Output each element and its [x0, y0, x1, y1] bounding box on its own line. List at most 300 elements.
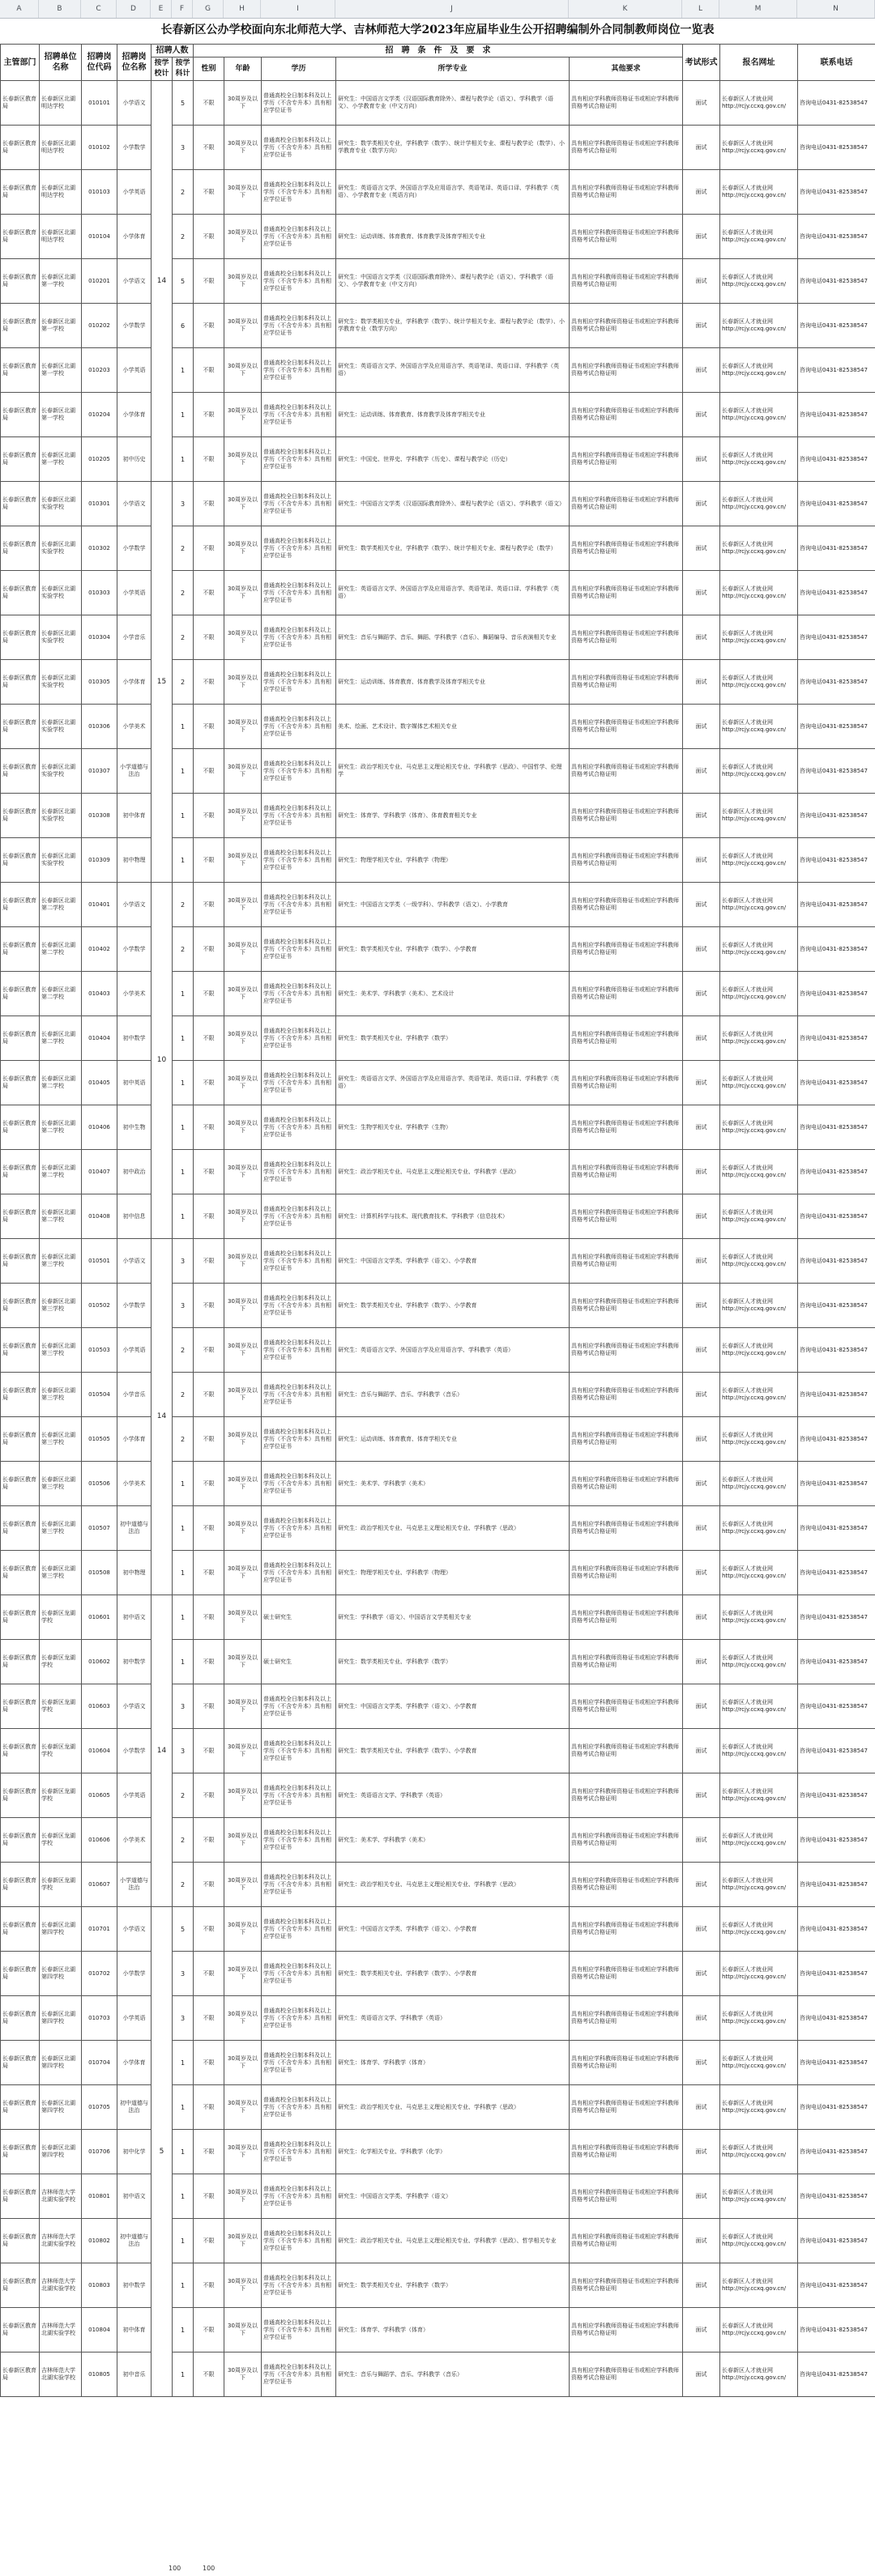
major-cell[interactable]: 研究生：计算机科学与技术、现代教育技术、学科教学（信息技术）: [336, 1194, 570, 1239]
exam-cell[interactable]: 面试: [683, 1417, 720, 1462]
major-cell[interactable]: 研究生：数学类相关专业，学科教学（数学）、统计学相关专业、课程与教学论（数学）: [336, 526, 570, 571]
age-cell[interactable]: 30周岁及以下: [224, 1328, 262, 1373]
edu-cell[interactable]: 普通高校全日制本科及以上学历（不含专升本）具有相应学位证书: [262, 1105, 336, 1150]
post-cell[interactable]: 初中道德与法治: [117, 2085, 152, 2130]
column-letter[interactable]: M: [719, 0, 797, 18]
edu-cell[interactable]: 普通高校全日制本科及以上学历（不含专升本）具有相应学位证书: [262, 482, 336, 526]
unit-cell[interactable]: 长春新区龙湖学校: [40, 1863, 82, 1907]
major-cell[interactable]: 研究生：美术学、学科教学（美术）、艺术设计: [336, 972, 570, 1016]
gender-cell[interactable]: 不限: [194, 81, 224, 126]
edu-cell[interactable]: 普通高校全日制本科及以上学历（不含专升本）具有相应学位证书: [262, 927, 336, 972]
subject-count-cell[interactable]: 1: [173, 2219, 194, 2263]
post-cell[interactable]: 小学道德与法治: [117, 1863, 152, 1907]
dept-cell[interactable]: 长春新区教育局: [1, 1194, 40, 1239]
edu-cell[interactable]: 普通高校全日制本科及以上学历（不含专升本）具有相应学位证书: [262, 705, 336, 749]
signup-url-cell[interactable]: 长春新区人才就业网 http://rcjy.ccxq.gov.cn/: [720, 1016, 798, 1061]
post-cell[interactable]: 初中体育: [117, 2308, 152, 2352]
unit-cell[interactable]: 长春新区北湖第二学校: [40, 927, 82, 972]
dept-cell[interactable]: 长春新区教育局: [1, 1061, 40, 1105]
subject-count-cell[interactable]: 1: [173, 2352, 194, 2397]
major-cell[interactable]: 研究生：中国语言文学类、学科教学（语文）: [336, 2174, 570, 2219]
phone-cell[interactable]: 咨询电话0431-82538547: [798, 1373, 875, 1417]
exam-cell[interactable]: 面试: [683, 393, 720, 437]
age-cell[interactable]: 30周岁及以下: [224, 1640, 262, 1684]
subject-count-cell[interactable]: 2: [173, 615, 194, 660]
gender-cell[interactable]: 不限: [194, 2308, 224, 2352]
other-cell[interactable]: 具有相应学科教师资格证书或相应学科教师资格考试合格证明: [570, 615, 683, 660]
exam-cell[interactable]: 面试: [683, 1952, 720, 1996]
unit-cell[interactable]: 长春新区北湖明达学校: [40, 170, 82, 215]
signup-url-cell[interactable]: 长春新区人才就业网 http://rcjy.ccxq.gov.cn/: [720, 660, 798, 705]
exam-cell[interactable]: 面试: [683, 1773, 720, 1818]
code-cell[interactable]: 010101: [82, 81, 117, 126]
subject-count-cell[interactable]: 3: [173, 1996, 194, 2041]
major-cell[interactable]: 研究生：中国语言文学类、学科教学（语文）、小学教育: [336, 1907, 570, 1952]
other-cell[interactable]: 具有相应学科教师资格证书或相应学科教师资格考试合格证明: [570, 2174, 683, 2219]
edu-cell[interactable]: 普通高校全日制本科及以上学历（不含专升本）具有相应学位证书: [262, 2263, 336, 2308]
phone-cell[interactable]: 咨询电话0431-82538547: [798, 571, 875, 615]
post-cell[interactable]: 初中语文: [117, 1595, 152, 1640]
gender-cell[interactable]: 不限: [194, 838, 224, 883]
major-cell[interactable]: 研究生：美术学、学科教学（美术）: [336, 1462, 570, 1506]
post-cell[interactable]: 初中物理: [117, 1551, 152, 1595]
subject-count-cell[interactable]: 2: [173, 526, 194, 571]
subject-count-cell[interactable]: 1: [173, 1061, 194, 1105]
column-letter[interactable]: C: [81, 0, 117, 18]
column-letter[interactable]: B: [39, 0, 81, 18]
major-cell[interactable]: 研究生：运动训练、体育教育、体育教学及体育学相关专业: [336, 660, 570, 705]
other-cell[interactable]: 具有相应学科教师资格证书或相应学科教师资格考试合格证明: [570, 972, 683, 1016]
post-cell[interactable]: 小学体育: [117, 1417, 152, 1462]
edu-cell[interactable]: 普通高校全日制本科及以上学历（不含专升本）具有相应学位证书: [262, 1284, 336, 1328]
signup-url-cell[interactable]: 长春新区人才就业网 http://rcjy.ccxq.gov.cn/: [720, 1773, 798, 1818]
dept-cell[interactable]: 长春新区教育局: [1, 1595, 40, 1640]
unit-cell[interactable]: 长春新区北湖第二学校: [40, 972, 82, 1016]
subject-count-cell[interactable]: 2: [173, 571, 194, 615]
phone-cell[interactable]: 咨询电话0431-82538547: [798, 2041, 875, 2085]
major-cell[interactable]: 研究生：音乐与舞蹈学、音乐、学科教学（音乐）: [336, 2352, 570, 2397]
age-cell[interactable]: 30周岁及以下: [224, 972, 262, 1016]
dept-cell[interactable]: 长春新区教育局: [1, 838, 40, 883]
age-cell[interactable]: 30周岁及以下: [224, 1373, 262, 1417]
subject-count-cell[interactable]: 1: [173, 393, 194, 437]
major-cell[interactable]: 美术、绘画、艺术设计、数字媒体艺术相关专业: [336, 705, 570, 749]
other-cell[interactable]: 具有相应学科教师资格证书或相应学科教师资格考试合格证明: [570, 1729, 683, 1773]
subject-count-cell[interactable]: 1: [173, 1640, 194, 1684]
column-letter[interactable]: G: [193, 0, 224, 18]
edu-cell[interactable]: 普通高校全日制本科及以上学历（不含专升本）具有相应学位证书: [262, 437, 336, 482]
age-cell[interactable]: 30周岁及以下: [224, 170, 262, 215]
major-cell[interactable]: 研究生：运动训练、体育教育、体育学相关专业: [336, 1417, 570, 1462]
phone-cell[interactable]: 咨询电话0431-82538547: [798, 1239, 875, 1284]
age-cell[interactable]: 30周岁及以下: [224, 838, 262, 883]
age-cell[interactable]: 30周岁及以下: [224, 705, 262, 749]
signup-url-cell[interactable]: 长春新区人才就业网 http://rcjy.ccxq.gov.cn/: [720, 2041, 798, 2085]
unit-cell[interactable]: 长春新区北湖第三学校: [40, 1506, 82, 1551]
gender-cell[interactable]: 不限: [194, 1105, 224, 1150]
subject-count-cell[interactable]: 2: [173, 1417, 194, 1462]
unit-cell[interactable]: 长春新区北湖第二学校: [40, 1194, 82, 1239]
dept-cell[interactable]: 长春新区教育局: [1, 393, 40, 437]
unit-cell[interactable]: 长春新区北湖实验学校: [40, 615, 82, 660]
code-cell[interactable]: 010203: [82, 348, 117, 393]
exam-cell[interactable]: 面试: [683, 1595, 720, 1640]
subject-count-cell[interactable]: 2: [173, 1818, 194, 1863]
other-cell[interactable]: 具有相应学科教师资格证书或相应学科教师资格考试合格证明: [570, 1462, 683, 1506]
major-cell[interactable]: 研究生：化学相关专业、学科教学（化学）: [336, 2130, 570, 2174]
other-cell[interactable]: 具有相应学科教师资格证书或相应学科教师资格考试合格证明: [570, 1863, 683, 1907]
edu-cell[interactable]: 普通高校全日制本科及以上学历（不含专升本）具有相应学位证书: [262, 2041, 336, 2085]
major-cell[interactable]: 研究生：政治学相关专业、马克思主义理论相关专业、学科教学（思政）: [336, 2085, 570, 2130]
gender-cell[interactable]: 不限: [194, 1640, 224, 1684]
dept-cell[interactable]: 长春新区教育局: [1, 1640, 40, 1684]
age-cell[interactable]: 30周岁及以下: [224, 1417, 262, 1462]
code-cell[interactable]: 010402: [82, 927, 117, 972]
code-cell[interactable]: 010603: [82, 1684, 117, 1729]
code-cell[interactable]: 010508: [82, 1551, 117, 1595]
signup-url-cell[interactable]: 长春新区人才就业网 http://rcjy.ccxq.gov.cn/: [720, 215, 798, 259]
major-cell[interactable]: 研究生：政治学相关专业、马克思主义理论相关专业、学科教学（思政）: [336, 1506, 570, 1551]
exam-cell[interactable]: 面试: [683, 437, 720, 482]
other-cell[interactable]: 具有相应学科教师资格证书或相应学科教师资格考试合格证明: [570, 1239, 683, 1284]
phone-cell[interactable]: 咨询电话0431-82538547: [798, 170, 875, 215]
age-cell[interactable]: 30周岁及以下: [224, 2130, 262, 2174]
age-cell[interactable]: 30周岁及以下: [224, 2174, 262, 2219]
exam-cell[interactable]: 面试: [683, 126, 720, 170]
age-cell[interactable]: 30周岁及以下: [224, 1595, 262, 1640]
exam-cell[interactable]: 面试: [683, 1194, 720, 1239]
subject-count-cell[interactable]: 1: [173, 972, 194, 1016]
post-cell[interactable]: 小学数学: [117, 927, 152, 972]
dept-cell[interactable]: 长春新区教育局: [1, 526, 40, 571]
code-cell[interactable]: 010501: [82, 1239, 117, 1284]
dept-cell[interactable]: 长春新区教育局: [1, 1551, 40, 1595]
code-cell[interactable]: 010301: [82, 482, 117, 526]
other-cell[interactable]: 具有相应学科教师资格证书或相应学科教师资格考试合格证明: [570, 170, 683, 215]
subject-count-cell[interactable]: 2: [173, 1863, 194, 1907]
gender-cell[interactable]: 不限: [194, 1284, 224, 1328]
gender-cell[interactable]: 不限: [194, 2263, 224, 2308]
subject-count-cell[interactable]: 1: [173, 1551, 194, 1595]
major-cell[interactable]: 研究生：数学类相关专业、学科教学（数学）: [336, 2263, 570, 2308]
gender-cell[interactable]: 不限: [194, 259, 224, 304]
unit-cell[interactable]: 长春新区北湖明达学校: [40, 81, 82, 126]
exam-cell[interactable]: 面试: [683, 2130, 720, 2174]
edu-cell[interactable]: 普通高校全日制本科及以上学历（不含专升本）具有相应学位证书: [262, 126, 336, 170]
gender-cell[interactable]: 不限: [194, 1239, 224, 1284]
phone-cell[interactable]: 咨询电话0431-82538547: [798, 2174, 875, 2219]
edu-cell[interactable]: 普通高校全日制本科及以上学历（不含专升本）具有相应学位证书: [262, 2085, 336, 2130]
unit-cell[interactable]: 长春新区北湖第四学校: [40, 1907, 82, 1952]
major-cell[interactable]: 研究生：数学类相关专业、学科教学（数学）: [336, 1016, 570, 1061]
phone-cell[interactable]: 咨询电话0431-82538547: [798, 259, 875, 304]
dept-cell[interactable]: 长春新区教育局: [1, 1773, 40, 1818]
code-cell[interactable]: 010403: [82, 972, 117, 1016]
signup-url-cell[interactable]: 长春新区人才就业网 http://rcjy.ccxq.gov.cn/: [720, 437, 798, 482]
age-cell[interactable]: 30周岁及以下: [224, 1907, 262, 1952]
unit-cell[interactable]: 长春新区北湖第二学校: [40, 883, 82, 927]
age-cell[interactable]: 30周岁及以下: [224, 526, 262, 571]
dept-cell[interactable]: 长春新区教育局: [1, 615, 40, 660]
major-cell[interactable]: 研究生：英语语言文学、学科教学（英语）: [336, 1996, 570, 2041]
exam-cell[interactable]: 面试: [683, 170, 720, 215]
gender-cell[interactable]: 不限: [194, 2352, 224, 2397]
edu-cell[interactable]: 普通高校全日制本科及以上学历（不含专升本）具有相应学位证书: [262, 1729, 336, 1773]
edu-cell[interactable]: 普通高校全日制本科及以上学历（不含专升本）具有相应学位证书: [262, 1061, 336, 1105]
edu-cell[interactable]: 普通高校全日制本科及以上学历（不含专升本）具有相应学位证书: [262, 838, 336, 883]
dept-cell[interactable]: 长春新区教育局: [1, 1239, 40, 1284]
post-cell[interactable]: 初中体育: [117, 794, 152, 838]
subject-count-cell[interactable]: 1: [173, 749, 194, 794]
major-cell[interactable]: 研究生：中国语言文学类、学科教学（语文）、小学教育: [336, 1239, 570, 1284]
unit-cell[interactable]: 长春新区北湖第四学校: [40, 1952, 82, 1996]
signup-url-cell[interactable]: 长春新区人才就业网 http://rcjy.ccxq.gov.cn/: [720, 2219, 798, 2263]
edu-cell[interactable]: 普通高校全日制本科及以上学历（不含专升本）具有相应学位证书: [262, 259, 336, 304]
unit-cell[interactable]: 长春新区龙湖学校: [40, 1640, 82, 1684]
phone-cell[interactable]: 咨询电话0431-82538547: [798, 1863, 875, 1907]
unit-cell[interactable]: 长春新区北湖第一学校: [40, 437, 82, 482]
exam-cell[interactable]: 面试: [683, 215, 720, 259]
post-cell[interactable]: 小学语文: [117, 1684, 152, 1729]
post-cell[interactable]: 初中英语: [117, 1061, 152, 1105]
phone-cell[interactable]: 咨询电话0431-82538547: [798, 660, 875, 705]
major-cell[interactable]: 研究生：运动训练、体育教育、体育教学及体育学相关专业: [336, 215, 570, 259]
edu-cell[interactable]: 普通高校全日制本科及以上学历（不含专升本）具有相应学位证书: [262, 348, 336, 393]
major-cell[interactable]: 研究生：数学类相关专业、学科教学（数学）、小学教育: [336, 1729, 570, 1773]
code-cell[interactable]: 010401: [82, 883, 117, 927]
dept-cell[interactable]: 长春新区教育局: [1, 2219, 40, 2263]
column-letter[interactable]: H: [224, 0, 261, 18]
subject-count-cell[interactable]: 1: [173, 1462, 194, 1506]
signup-url-cell[interactable]: 长春新区人才就业网 http://rcjy.ccxq.gov.cn/: [720, 838, 798, 883]
phone-cell[interactable]: 咨询电话0431-82538547: [798, 1952, 875, 1996]
signup-url-cell[interactable]: 长春新区人才就业网 http://rcjy.ccxq.gov.cn/: [720, 972, 798, 1016]
age-cell[interactable]: 30周岁及以下: [224, 1551, 262, 1595]
signup-url-cell[interactable]: 长春新区人才就业网 http://rcjy.ccxq.gov.cn/: [720, 1373, 798, 1417]
gender-cell[interactable]: 不限: [194, 794, 224, 838]
major-cell[interactable]: 研究生：政治学相关专业、马克思主义理论相关专业、学科教学（思政）、哲学相关专业: [336, 2219, 570, 2263]
gender-cell[interactable]: 不限: [194, 1150, 224, 1194]
major-cell[interactable]: 研究生：英语语言文学、外国语言学及应用语言学、英语笔译、英语口译、学科教学（英语）: [336, 571, 570, 615]
dept-cell[interactable]: 长春新区教育局: [1, 927, 40, 972]
code-cell[interactable]: 010306: [82, 705, 117, 749]
edu-cell[interactable]: 普通高校全日制本科及以上学历（不含专升本）具有相应学位证书: [262, 2174, 336, 2219]
school-count-cell[interactable]: 14: [152, 1595, 173, 1907]
edu-cell[interactable]: 普通高校全日制本科及以上学历（不含专升本）具有相应学位证书: [262, 749, 336, 794]
age-cell[interactable]: 30周岁及以下: [224, 126, 262, 170]
edu-cell[interactable]: 普通高校全日制本科及以上学历（不含专升本）具有相应学位证书: [262, 883, 336, 927]
phone-cell[interactable]: 咨询电话0431-82538547: [798, 1773, 875, 1818]
edu-cell[interactable]: 普通高校全日制本科及以上学历（不含专升本）具有相应学位证书: [262, 1194, 336, 1239]
gender-cell[interactable]: 不限: [194, 1194, 224, 1239]
signup-url-cell[interactable]: 长春新区人才就业网 http://rcjy.ccxq.gov.cn/: [720, 304, 798, 348]
edu-cell[interactable]: 普通高校全日制本科及以上学历（不含专升本）具有相应学位证书: [262, 1150, 336, 1194]
gender-cell[interactable]: 不限: [194, 304, 224, 348]
post-cell[interactable]: 小学语文: [117, 883, 152, 927]
unit-cell[interactable]: 长春新区北湖第三学校: [40, 1551, 82, 1595]
dept-cell[interactable]: 长春新区教育局: [1, 1863, 40, 1907]
exam-cell[interactable]: 面试: [683, 1818, 720, 1863]
exam-cell[interactable]: 面试: [683, 1551, 720, 1595]
edu-cell[interactable]: 普通高校全日制本科及以上学历（不含专升本）具有相应学位证书: [262, 1016, 336, 1061]
subject-count-cell[interactable]: 2: [173, 660, 194, 705]
subject-count-cell[interactable]: 5: [173, 81, 194, 126]
dept-cell[interactable]: 长春新区教育局: [1, 1284, 40, 1328]
major-cell[interactable]: 研究生：体育学、学科教学（体育）: [336, 2041, 570, 2085]
subject-count-cell[interactable]: 3: [173, 482, 194, 526]
signup-url-cell[interactable]: 长春新区人才就业网 http://rcjy.ccxq.gov.cn/: [720, 2130, 798, 2174]
subject-count-cell[interactable]: 3: [173, 1284, 194, 1328]
gender-cell[interactable]: 不限: [194, 215, 224, 259]
major-cell[interactable]: 研究生：中国语言文学类、学科教学（语文）、小学教育: [336, 1684, 570, 1729]
age-cell[interactable]: 30周岁及以下: [224, 259, 262, 304]
age-cell[interactable]: 30周岁及以下: [224, 1194, 262, 1239]
post-cell[interactable]: 初中音乐: [117, 2352, 152, 2397]
gender-cell[interactable]: 不限: [194, 615, 224, 660]
unit-cell[interactable]: 长春新区北湖实验学校: [40, 571, 82, 615]
signup-url-cell[interactable]: 长春新区人才就业网 http://rcjy.ccxq.gov.cn/: [720, 2308, 798, 2352]
signup-url-cell[interactable]: 长春新区人才就业网 http://rcjy.ccxq.gov.cn/: [720, 1729, 798, 1773]
edu-cell[interactable]: 普通高校全日制本科及以上学历（不含专升本）具有相应学位证书: [262, 1996, 336, 2041]
age-cell[interactable]: 30周岁及以下: [224, 2308, 262, 2352]
dept-cell[interactable]: 长春新区教育局: [1, 705, 40, 749]
age-cell[interactable]: 30周岁及以下: [224, 1061, 262, 1105]
exam-cell[interactable]: 面试: [683, 972, 720, 1016]
exam-cell[interactable]: 面试: [683, 615, 720, 660]
age-cell[interactable]: 30周岁及以下: [224, 304, 262, 348]
other-cell[interactable]: 具有相应学科教师资格证书或相应学科教师资格考试合格证明: [570, 437, 683, 482]
edu-cell[interactable]: 普通高校全日制本科及以上学历（不含专升本）具有相应学位证书: [262, 1462, 336, 1506]
exam-cell[interactable]: 面试: [683, 2219, 720, 2263]
other-cell[interactable]: 具有相应学科教师资格证书或相应学科教师资格考试合格证明: [570, 2219, 683, 2263]
signup-url-cell[interactable]: 长春新区人才就业网 http://rcjy.ccxq.gov.cn/: [720, 1462, 798, 1506]
post-cell[interactable]: 初中道德与法治: [117, 2219, 152, 2263]
unit-cell[interactable]: 长春新区北湖实验学校: [40, 526, 82, 571]
unit-cell[interactable]: 长春新区北湖第三学校: [40, 1462, 82, 1506]
signup-url-cell[interactable]: 长春新区人才就业网 http://rcjy.ccxq.gov.cn/: [720, 1907, 798, 1952]
column-letter[interactable]: K: [569, 0, 682, 18]
post-cell[interactable]: 小学数学: [117, 304, 152, 348]
signup-url-cell[interactable]: 长春新区人才就业网 http://rcjy.ccxq.gov.cn/: [720, 126, 798, 170]
edu-cell[interactable]: 普通高校全日制本科及以上学历（不含专升本）具有相应学位证书: [262, 1551, 336, 1595]
other-cell[interactable]: 具有相应学科教师资格证书或相应学科教师资格考试合格证明: [570, 1061, 683, 1105]
code-cell[interactable]: 010505: [82, 1417, 117, 1462]
subject-count-cell[interactable]: 1: [173, 705, 194, 749]
post-cell[interactable]: 小学道德与法治: [117, 749, 152, 794]
phone-cell[interactable]: 咨询电话0431-82538547: [798, 2085, 875, 2130]
exam-cell[interactable]: 面试: [683, 1239, 720, 1284]
age-cell[interactable]: 30周岁及以下: [224, 2219, 262, 2263]
dept-cell[interactable]: 长春新区教育局: [1, 2041, 40, 2085]
gender-cell[interactable]: 不限: [194, 1462, 224, 1506]
exam-cell[interactable]: 面试: [683, 1284, 720, 1328]
subject-count-cell[interactable]: 1: [173, 1150, 194, 1194]
age-cell[interactable]: 30周岁及以下: [224, 927, 262, 972]
dept-cell[interactable]: 长春新区教育局: [1, 794, 40, 838]
exam-cell[interactable]: 面试: [683, 2041, 720, 2085]
signup-url-cell[interactable]: 长春新区人才就业网 http://rcjy.ccxq.gov.cn/: [720, 1150, 798, 1194]
exam-cell[interactable]: 面试: [683, 1373, 720, 1417]
signup-url-cell[interactable]: 长春新区人才就业网 http://rcjy.ccxq.gov.cn/: [720, 2263, 798, 2308]
unit-cell[interactable]: 长春新区龙湖学校: [40, 1773, 82, 1818]
age-cell[interactable]: 30周岁及以下: [224, 1773, 262, 1818]
gender-cell[interactable]: 不限: [194, 927, 224, 972]
code-cell[interactable]: 010309: [82, 838, 117, 883]
other-cell[interactable]: 具有相应学科教师资格证书或相应学科教师资格考试合格证明: [570, 883, 683, 927]
edu-cell[interactable]: 普通高校全日制本科及以上学历（不含专升本）具有相应学位证书: [262, 2352, 336, 2397]
code-cell[interactable]: 010307: [82, 749, 117, 794]
dept-cell[interactable]: 长春新区教育局: [1, 1105, 40, 1150]
gender-cell[interactable]: 不限: [194, 883, 224, 927]
gender-cell[interactable]: 不限: [194, 170, 224, 215]
unit-cell[interactable]: 吉林师范大学北湖实验学校: [40, 2263, 82, 2308]
major-cell[interactable]: 研究生：体育学、学科教学（体育）: [336, 2308, 570, 2352]
exam-cell[interactable]: 面试: [683, 1907, 720, 1952]
subject-count-cell[interactable]: 3: [173, 1239, 194, 1284]
phone-cell[interactable]: 咨询电话0431-82538547: [798, 1907, 875, 1952]
edu-cell[interactable]: 普通高校全日制本科及以上学历（不含专升本）具有相应学位证书: [262, 660, 336, 705]
post-cell[interactable]: 小学数学: [117, 1729, 152, 1773]
major-cell[interactable]: 研究生：音乐与舞蹈学、音乐、舞蹈、学科教学（音乐）、舞蹈编导、音乐表演相关专业: [336, 615, 570, 660]
exam-cell[interactable]: 面试: [683, 482, 720, 526]
dept-cell[interactable]: 长春新区教育局: [1, 749, 40, 794]
exam-cell[interactable]: 面试: [683, 705, 720, 749]
code-cell[interactable]: 010606: [82, 1818, 117, 1863]
age-cell[interactable]: 30周岁及以下: [224, 660, 262, 705]
other-cell[interactable]: 具有相应学科教师资格证书或相应学科教师资格考试合格证明: [570, 1150, 683, 1194]
phone-cell[interactable]: 咨询电话0431-82538547: [798, 2130, 875, 2174]
dept-cell[interactable]: 长春新区教育局: [1, 1462, 40, 1506]
signup-url-cell[interactable]: 长春新区人才就业网 http://rcjy.ccxq.gov.cn/: [720, 2352, 798, 2397]
subject-count-cell[interactable]: 1: [173, 2174, 194, 2219]
edu-cell[interactable]: 普通高校全日制本科及以上学历（不含专升本）具有相应学位证书: [262, 1863, 336, 1907]
major-cell[interactable]: 研究生：政治学相关专业、马克思主义理论相关专业、学科教学（思政）、中国哲学、伦理学: [336, 749, 570, 794]
dept-cell[interactable]: 长春新区教育局: [1, 1952, 40, 1996]
other-cell[interactable]: 具有相应学科教师资格证书或相应学科教师资格考试合格证明: [570, 1551, 683, 1595]
gender-cell[interactable]: 不限: [194, 126, 224, 170]
subject-count-cell[interactable]: 1: [173, 1194, 194, 1239]
subject-count-cell[interactable]: 1: [173, 2263, 194, 2308]
dept-cell[interactable]: 长春新区教育局: [1, 1684, 40, 1729]
dept-cell[interactable]: 长春新区教育局: [1, 1506, 40, 1551]
post-cell[interactable]: 小学美术: [117, 1462, 152, 1506]
edu-cell[interactable]: 普通高校全日制本科及以上学历（不含专升本）具有相应学位证书: [262, 526, 336, 571]
code-cell[interactable]: 010202: [82, 304, 117, 348]
gender-cell[interactable]: 不限: [194, 1551, 224, 1595]
subject-count-cell[interactable]: 1: [173, 2130, 194, 2174]
gender-cell[interactable]: 不限: [194, 749, 224, 794]
signup-url-cell[interactable]: 长春新区人才就业网 http://rcjy.ccxq.gov.cn/: [720, 927, 798, 972]
post-cell[interactable]: 小学体育: [117, 215, 152, 259]
edu-cell[interactable]: 普通高校全日制本科及以上学历（不含专升本）具有相应学位证书: [262, 1952, 336, 1996]
other-cell[interactable]: 具有相应学科教师资格证书或相应学科教师资格考试合格证明: [570, 304, 683, 348]
age-cell[interactable]: 30周岁及以下: [224, 1016, 262, 1061]
code-cell[interactable]: 010303: [82, 571, 117, 615]
exam-cell[interactable]: 面试: [683, 1729, 720, 1773]
signup-url-cell[interactable]: 长春新区人才就业网 http://rcjy.ccxq.gov.cn/: [720, 1506, 798, 1551]
dept-cell[interactable]: 长春新区教育局: [1, 482, 40, 526]
age-cell[interactable]: 30周岁及以下: [224, 883, 262, 927]
subject-count-cell[interactable]: 3: [173, 1684, 194, 1729]
other-cell[interactable]: 具有相应学科教师资格证书或相应学科教师资格考试合格证明: [570, 1417, 683, 1462]
edu-cell[interactable]: 普通高校全日制本科及以上学历（不含专升本）具有相应学位证书: [262, 972, 336, 1016]
subject-count-cell[interactable]: 5: [173, 259, 194, 304]
exam-cell[interactable]: 面试: [683, 2085, 720, 2130]
unit-cell[interactable]: 吉林师范大学北湖实验学校: [40, 2352, 82, 2397]
post-cell[interactable]: 初中数学: [117, 1016, 152, 1061]
gender-cell[interactable]: 不限: [194, 437, 224, 482]
edu-cell[interactable]: 普通高校全日制本科及以上学历（不含专升本）具有相应学位证书: [262, 794, 336, 838]
